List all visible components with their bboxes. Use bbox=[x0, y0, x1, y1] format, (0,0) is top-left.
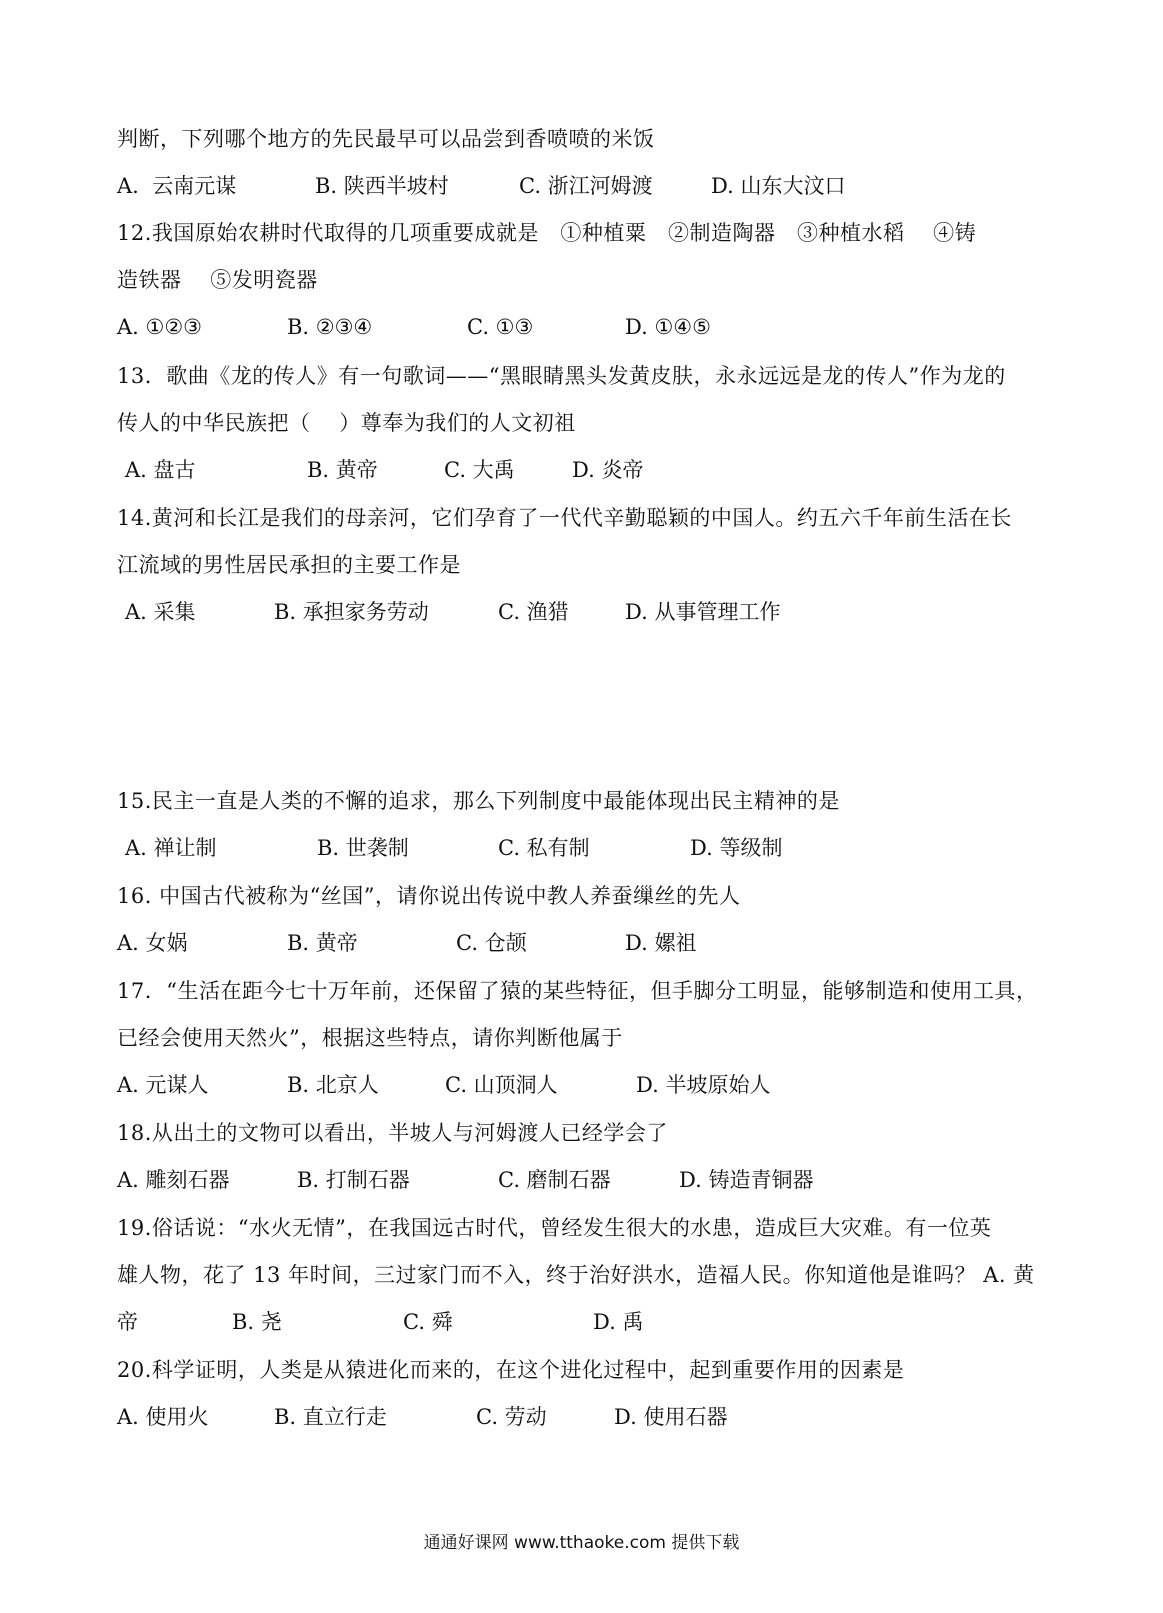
q19-option-d: D. 禹 bbox=[593, 1310, 644, 1334]
q11-option-c: C. 浙江河姆渡 bbox=[519, 174, 653, 198]
q17-text-line1: 17. “生活在距今七十万年前，还保留了猿的某些特征，但手脚分工明显，能够制造和使用工具， bbox=[117, 979, 1038, 1003]
q14-text-line2: 江流域的男性居民承担的主要工作是 bbox=[117, 553, 461, 577]
q12-option-c: C. ①③ bbox=[467, 315, 534, 339]
q19-options bbox=[117, 1308, 644, 1336]
q12-text-line2: 造铁器 ⑤发明瓷器 bbox=[117, 268, 318, 292]
q17-text-line2: 已经会使用天然火”，根据这些特点，请你判断他属于 bbox=[117, 1026, 623, 1050]
q12-option-d: D. ①④⑤ bbox=[625, 315, 711, 339]
q14-options bbox=[117, 598, 781, 626]
q13-option-c: C. 大禹 bbox=[444, 458, 515, 482]
q18-text-line1: 18.从出土的文物可以看出，半坡人与河姆渡人已经学会了 bbox=[117, 1121, 668, 1145]
q14-option-b: B. 承担家务劳动 bbox=[274, 600, 429, 624]
q20-text-line1: 20.科学证明，人类是从猿进化而来的，在这个进化过程中，起到重要作用的因素是 bbox=[117, 1358, 905, 1382]
q16-text-line1: 16. 中国古代被称为“丝国”，请你说出传说中教人养蚕缫丝的先人 bbox=[117, 884, 741, 908]
q20-option-d: D. 使用石器 bbox=[614, 1405, 728, 1429]
q18-option-c: C. 磨制石器 bbox=[498, 1168, 611, 1192]
q11-option-a: A. 云南元谋 bbox=[117, 174, 237, 198]
q20-options bbox=[117, 1403, 728, 1431]
q17-option-d: D. 半坡原始人 bbox=[636, 1073, 771, 1097]
q15-option-c: C. 私有制 bbox=[498, 836, 590, 860]
q17-options bbox=[117, 1071, 771, 1099]
q19-text-line1: 19.俗话说：“水火无情”，在我国远古时代，曾经发生很大的水患，造成巨大灾难。有一位英 bbox=[117, 1216, 992, 1240]
q13-option-a: A. 盘古 bbox=[125, 458, 196, 482]
q19-option-b: B. 尧 bbox=[232, 1310, 282, 1334]
q19-text-line2: 雄人物，花了 13 年时间，三过家门而不入，终于治好洪水，造福人民。你知道他是谁吗？ A. 黄 bbox=[117, 1263, 1035, 1287]
q20-option-c: C. 劳动 bbox=[476, 1405, 547, 1429]
q11-options bbox=[117, 172, 846, 200]
q15-option-a: A. 禅让制 bbox=[125, 836, 217, 860]
q12-option-b: B. ②③④ bbox=[287, 315, 373, 339]
q17-option-c: C. 山顶洞人 bbox=[445, 1073, 558, 1097]
footer-download-notice: 通通好课网 www.tthaoke.com 提供下载 bbox=[423, 1533, 740, 1553]
q16-option-d: D. 嫘祖 bbox=[625, 931, 697, 955]
q19-option-c: C. 舜 bbox=[403, 1310, 453, 1334]
q16-option-a: A. 女娲 bbox=[117, 931, 188, 955]
q20-option-a: A. 使用火 bbox=[117, 1405, 209, 1429]
q13-option-d: D. 炎帝 bbox=[572, 458, 644, 482]
q20-option-b: B. 直立行走 bbox=[274, 1405, 387, 1429]
q14-option-d: D. 从事管理工作 bbox=[625, 600, 781, 624]
q17-option-b: B. 北京人 bbox=[287, 1073, 379, 1097]
q12-text-line1: 12.我国原始农耕时代取得的几项重要成就是 ①种植粟 ②制造陶器 ③种植水稻 ④铸 bbox=[117, 221, 977, 245]
q18-option-a: A. 雕刻石器 bbox=[117, 1168, 230, 1192]
q15-options bbox=[117, 834, 783, 862]
q12-options bbox=[117, 313, 711, 341]
q11-option-b: B. 陕西半坡村 bbox=[315, 174, 449, 198]
q16-option-b: B. 黄帝 bbox=[287, 931, 358, 955]
q16-option-c: C. 仓颉 bbox=[456, 931, 527, 955]
q18-options bbox=[117, 1166, 814, 1194]
q14-option-c: C. 渔猎 bbox=[498, 600, 569, 624]
q16-options bbox=[117, 929, 697, 957]
q13-option-b: B. 黄帝 bbox=[307, 458, 378, 482]
q12-option-a: A. ①②③ bbox=[117, 315, 202, 339]
q11-option-d: D. 山东大汶口 bbox=[711, 174, 846, 198]
q14-text-line1: 14.黄河和长江是我们的母亲河，它们孕育了一代代辛勤聪颖的中国人。约五六千年前生活在长 bbox=[117, 506, 1012, 530]
q17-option-a: A. 元谋人 bbox=[117, 1073, 209, 1097]
q15-option-d: D. 等级制 bbox=[690, 836, 783, 860]
q15-option-b: B. 世袭制 bbox=[317, 836, 409, 860]
q14-option-a: A. 采集 bbox=[125, 600, 196, 624]
q15-text-line1: 15.民主一直是人类的不懈的追求，那么下列制度中最能体现出民主精神的是 bbox=[117, 789, 840, 813]
q13-text-line1: 13. 歌曲《龙的传人》有一句歌词——“黑眼睛黑头发黄皮肤，永永远远是龙的传人”作为龙的 bbox=[117, 364, 1006, 388]
q13-text-line2: 传人的中华民族把（ ）尊奉为我们的人文初祖 bbox=[117, 411, 576, 435]
q19-option-a-cont: 帝 bbox=[117, 1310, 138, 1334]
q18-option-b: B. 打制石器 bbox=[297, 1168, 410, 1192]
q13-options bbox=[117, 456, 644, 484]
q18-option-d: D. 铸造青铜器 bbox=[679, 1168, 814, 1192]
q11-text-line1: 判断，下列哪个地方的先民最早可以品尝到香喷喷的米饭 bbox=[117, 127, 655, 151]
